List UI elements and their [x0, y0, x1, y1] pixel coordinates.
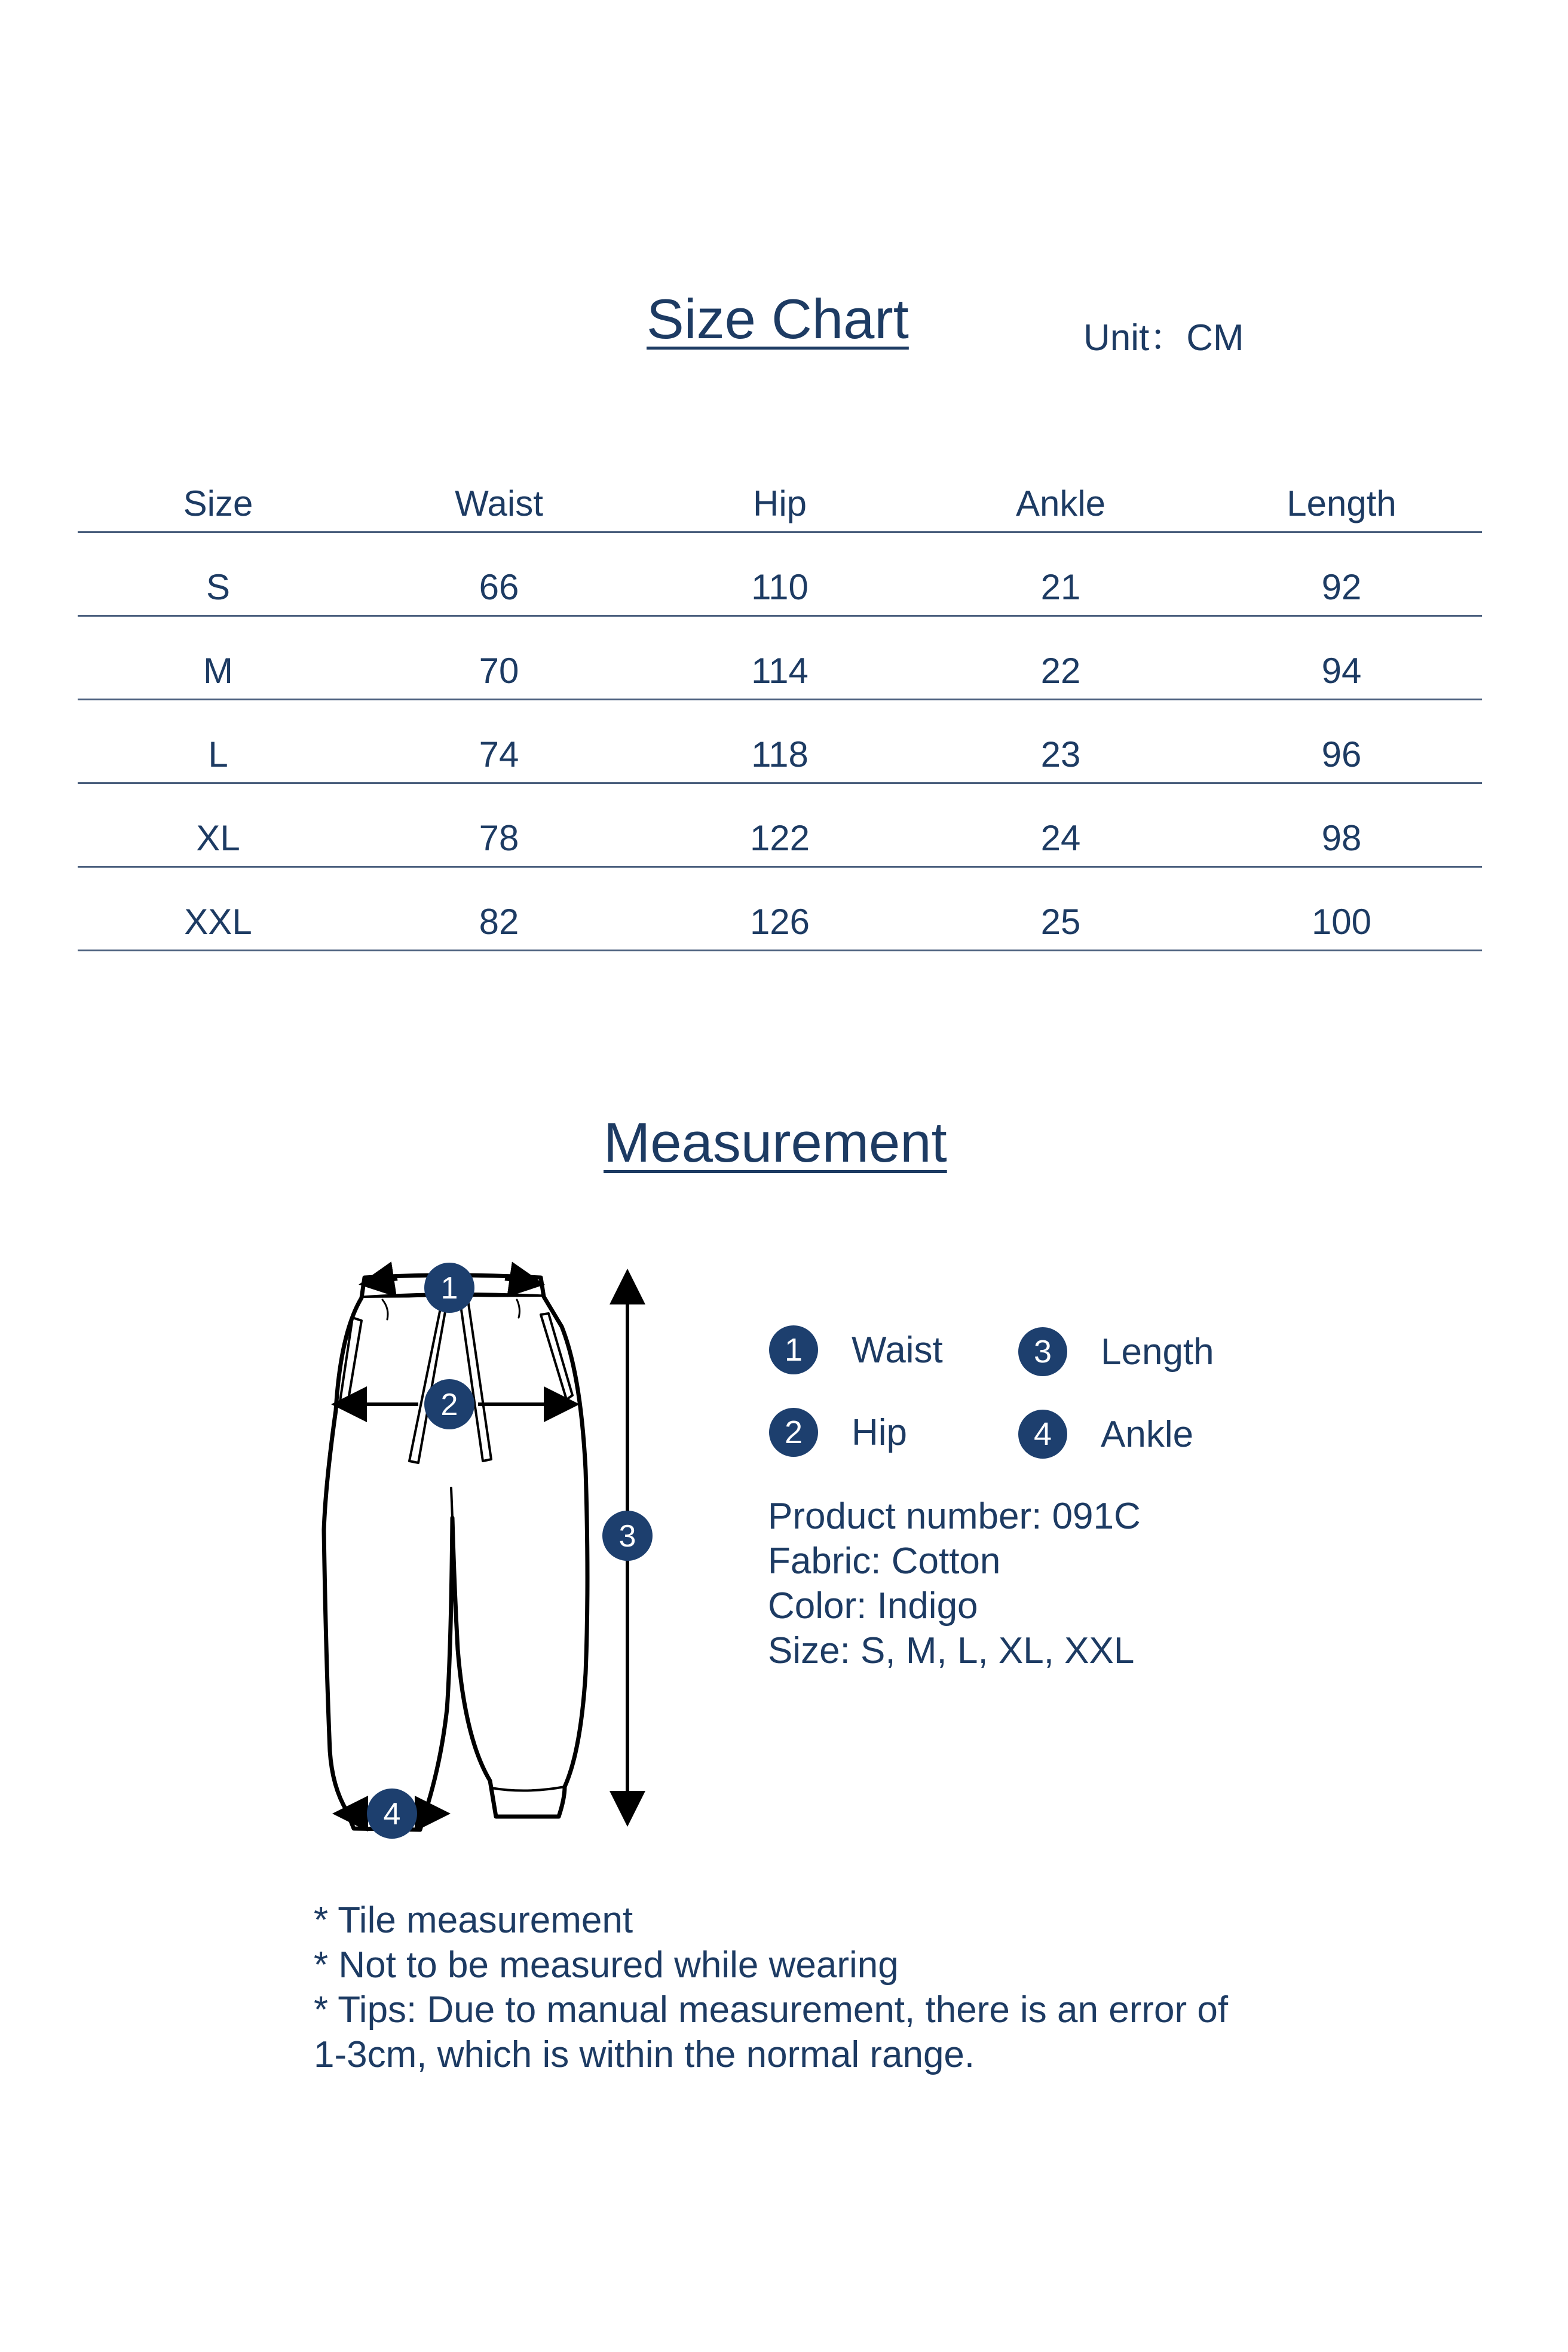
marker-1-label: 1: [440, 1271, 458, 1306]
column-header-ankle: Ankle: [920, 472, 1201, 532]
legend-badge: 2: [769, 1408, 818, 1457]
cell-length: 92: [1201, 532, 1482, 615]
legend-label: Hip: [852, 1411, 908, 1453]
cell-hip: 110: [639, 532, 920, 615]
cell-waist: 66: [359, 532, 639, 615]
cell-size: L: [78, 699, 359, 783]
note-tile-measurement: * Tile measurement: [314, 1900, 633, 1941]
column-header-length: Length: [1201, 472, 1482, 532]
cell-ankle: 25: [920, 866, 1201, 950]
cell-size: S: [78, 532, 359, 615]
product-number: Product number: 091C: [768, 1496, 1141, 1537]
column-header-waist: Waist: [359, 472, 639, 532]
legend-label: Ankle: [1101, 1413, 1194, 1455]
unit-label: Unit：CM: [1083, 317, 1244, 359]
cell-waist: 82: [359, 866, 639, 950]
note-tips: * Tips: Due to manual measurement, there is an error of: [314, 1989, 1229, 2031]
cell-ankle: 21: [920, 532, 1201, 615]
note-tips-continued: 1-3cm, which is within the normal range.: [314, 2034, 975, 2075]
column-header-hip: Hip: [639, 472, 920, 532]
cell-length: 94: [1201, 615, 1482, 699]
product-fabric: Fabric: Cotton: [768, 1541, 1001, 1582]
product-sizes: Size: S, M, L, XL, XXL: [768, 1630, 1135, 1671]
marker-4-label: 4: [383, 1797, 401, 1832]
legend-item-ankle: [1018, 1410, 1193, 1459]
product-color: Color: Indigo: [768, 1585, 978, 1627]
cell-waist: 70: [359, 615, 639, 699]
cell-hip: 126: [639, 866, 920, 950]
legend-label: Length: [1101, 1331, 1214, 1373]
cell-waist: 74: [359, 699, 639, 783]
cell-length: 100: [1201, 866, 1482, 950]
cell-waist: 78: [359, 783, 639, 866]
legend-badge: 1: [769, 1325, 818, 1374]
legend-badge: 4: [1018, 1410, 1067, 1459]
cell-ankle: 24: [920, 783, 1201, 866]
legend-item-length: [1018, 1327, 1214, 1376]
cell-hip: 118: [639, 699, 920, 783]
cell-size: XL: [78, 783, 359, 866]
legend-badge: 3: [1018, 1327, 1067, 1376]
cell-ankle: 22: [920, 615, 1201, 699]
cell-ankle: 23: [920, 699, 1201, 783]
size-chart-title: Size Chart: [647, 287, 909, 350]
cell-size: M: [78, 615, 359, 699]
legend-item-waist: [769, 1325, 943, 1374]
marker-2-label: 2: [440, 1388, 458, 1422]
column-header-size: Size: [78, 472, 359, 532]
cell-length: 98: [1201, 783, 1482, 866]
legend-label: Waist: [852, 1329, 943, 1371]
cell-size: XXL: [78, 866, 359, 950]
legend-item-hip: [769, 1408, 907, 1457]
marker-3-label: 3: [618, 1519, 636, 1554]
cell-length: 96: [1201, 699, 1482, 783]
note-not-wearing: * Not to be measured while wearing: [314, 1944, 899, 1986]
measurement-title: Measurement: [604, 1111, 947, 1174]
cell-hip: 122: [639, 783, 920, 866]
cell-hip: 114: [639, 615, 920, 699]
